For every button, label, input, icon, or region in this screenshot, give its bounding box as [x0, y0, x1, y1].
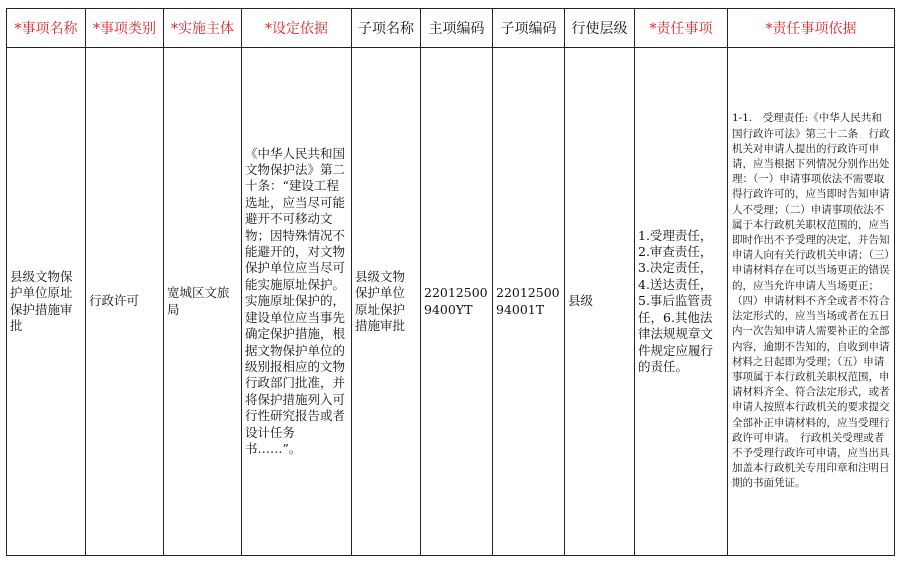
cell-responsibility: 1.受理责任，2.审查责任，3.决定责任，4.送达责任，5.事后监管责任，6.其他法律法规规章文件规定应履行的责任。	[635, 48, 728, 556]
table-header-row	[7, 9, 895, 48]
cell-implementing-body: 宽城区文旅局	[164, 48, 242, 556]
header-item-category: *事项类别	[86, 9, 164, 48]
cell-main-item-code: 220125009400YT	[421, 48, 493, 556]
cell-exercise-level: 县级	[565, 48, 635, 556]
cell-legal-basis: 《中华人民共和国文物保护法》第二十条：“建设工程选址，应当尽可能避开不可移动文物；因特殊情况不能避开的，对文物保护单位应当尽可能实施原址保护。实施原址保护的，建设单位应当事先确定保护措施，根据文物保护单位的级别报相应的文物行政部门批准，并将保护措施列入可行性研究报告或者设计任务书……”。	[242, 48, 352, 556]
table-row	[7, 48, 895, 556]
cell-item-category: 行政许可	[86, 48, 164, 556]
header-sub-item-name: 子项名称	[352, 9, 421, 48]
cell-sub-item-code: 2201250094001T	[493, 48, 565, 556]
header-responsibility-basis: *责任事项依据	[728, 9, 895, 48]
header-responsibility: *责任事项	[635, 9, 728, 48]
approval-items-table	[6, 8, 895, 556]
header-item-name: *事项名称	[7, 9, 86, 48]
header-main-item-code: 主项编码	[421, 9, 493, 48]
cell-sub-item-name: 县级文物保护单位原址保护措施审批	[352, 48, 421, 556]
header-legal-basis: *设定依据	[242, 9, 352, 48]
cell-responsibility-basis: 1-1. 受理责任:《中华人民共和国行政许可法》第三十二条 行政机关对申请人提出的行政许可申请，应当根据下列情况分别作出处理：（一）申请事项依法不需要取得行政许可的，应当即时告知申请人不受理；（二）申请事项依法不属于本行政机关职权范围的，应当即时作出不予受理的决定，并告知申请人向有关行政机关申请；（三）申请材料存在可以当场更正的错误的，应当允许申请人当场更正；（四）申请材料不齐全或者不符合法定形式的，应当当场或者在五日内一次告知申请人需要补正的全部内容，逾期不告知的，自收到申请材料之日起即为受理；（五）申请事项属于本行政机关职权范围，申请材料齐全、符合法定形式，或者申请人按照本行政机关的要求提交全部补正申请材料的，应当受理行政许可申请。 行政机关受理或者不予受理行政许可申请，应当出具加盖本行政机关专用印章和注明日期的书面凭证。	[728, 48, 895, 556]
header-implementing-body: *实施主体	[164, 9, 242, 48]
header-sub-item-code: 子项编码	[493, 9, 565, 48]
header-exercise-level: 行使层级	[565, 9, 635, 48]
cell-item-name: 县级文物保护单位原址保护措施审批	[7, 48, 86, 556]
